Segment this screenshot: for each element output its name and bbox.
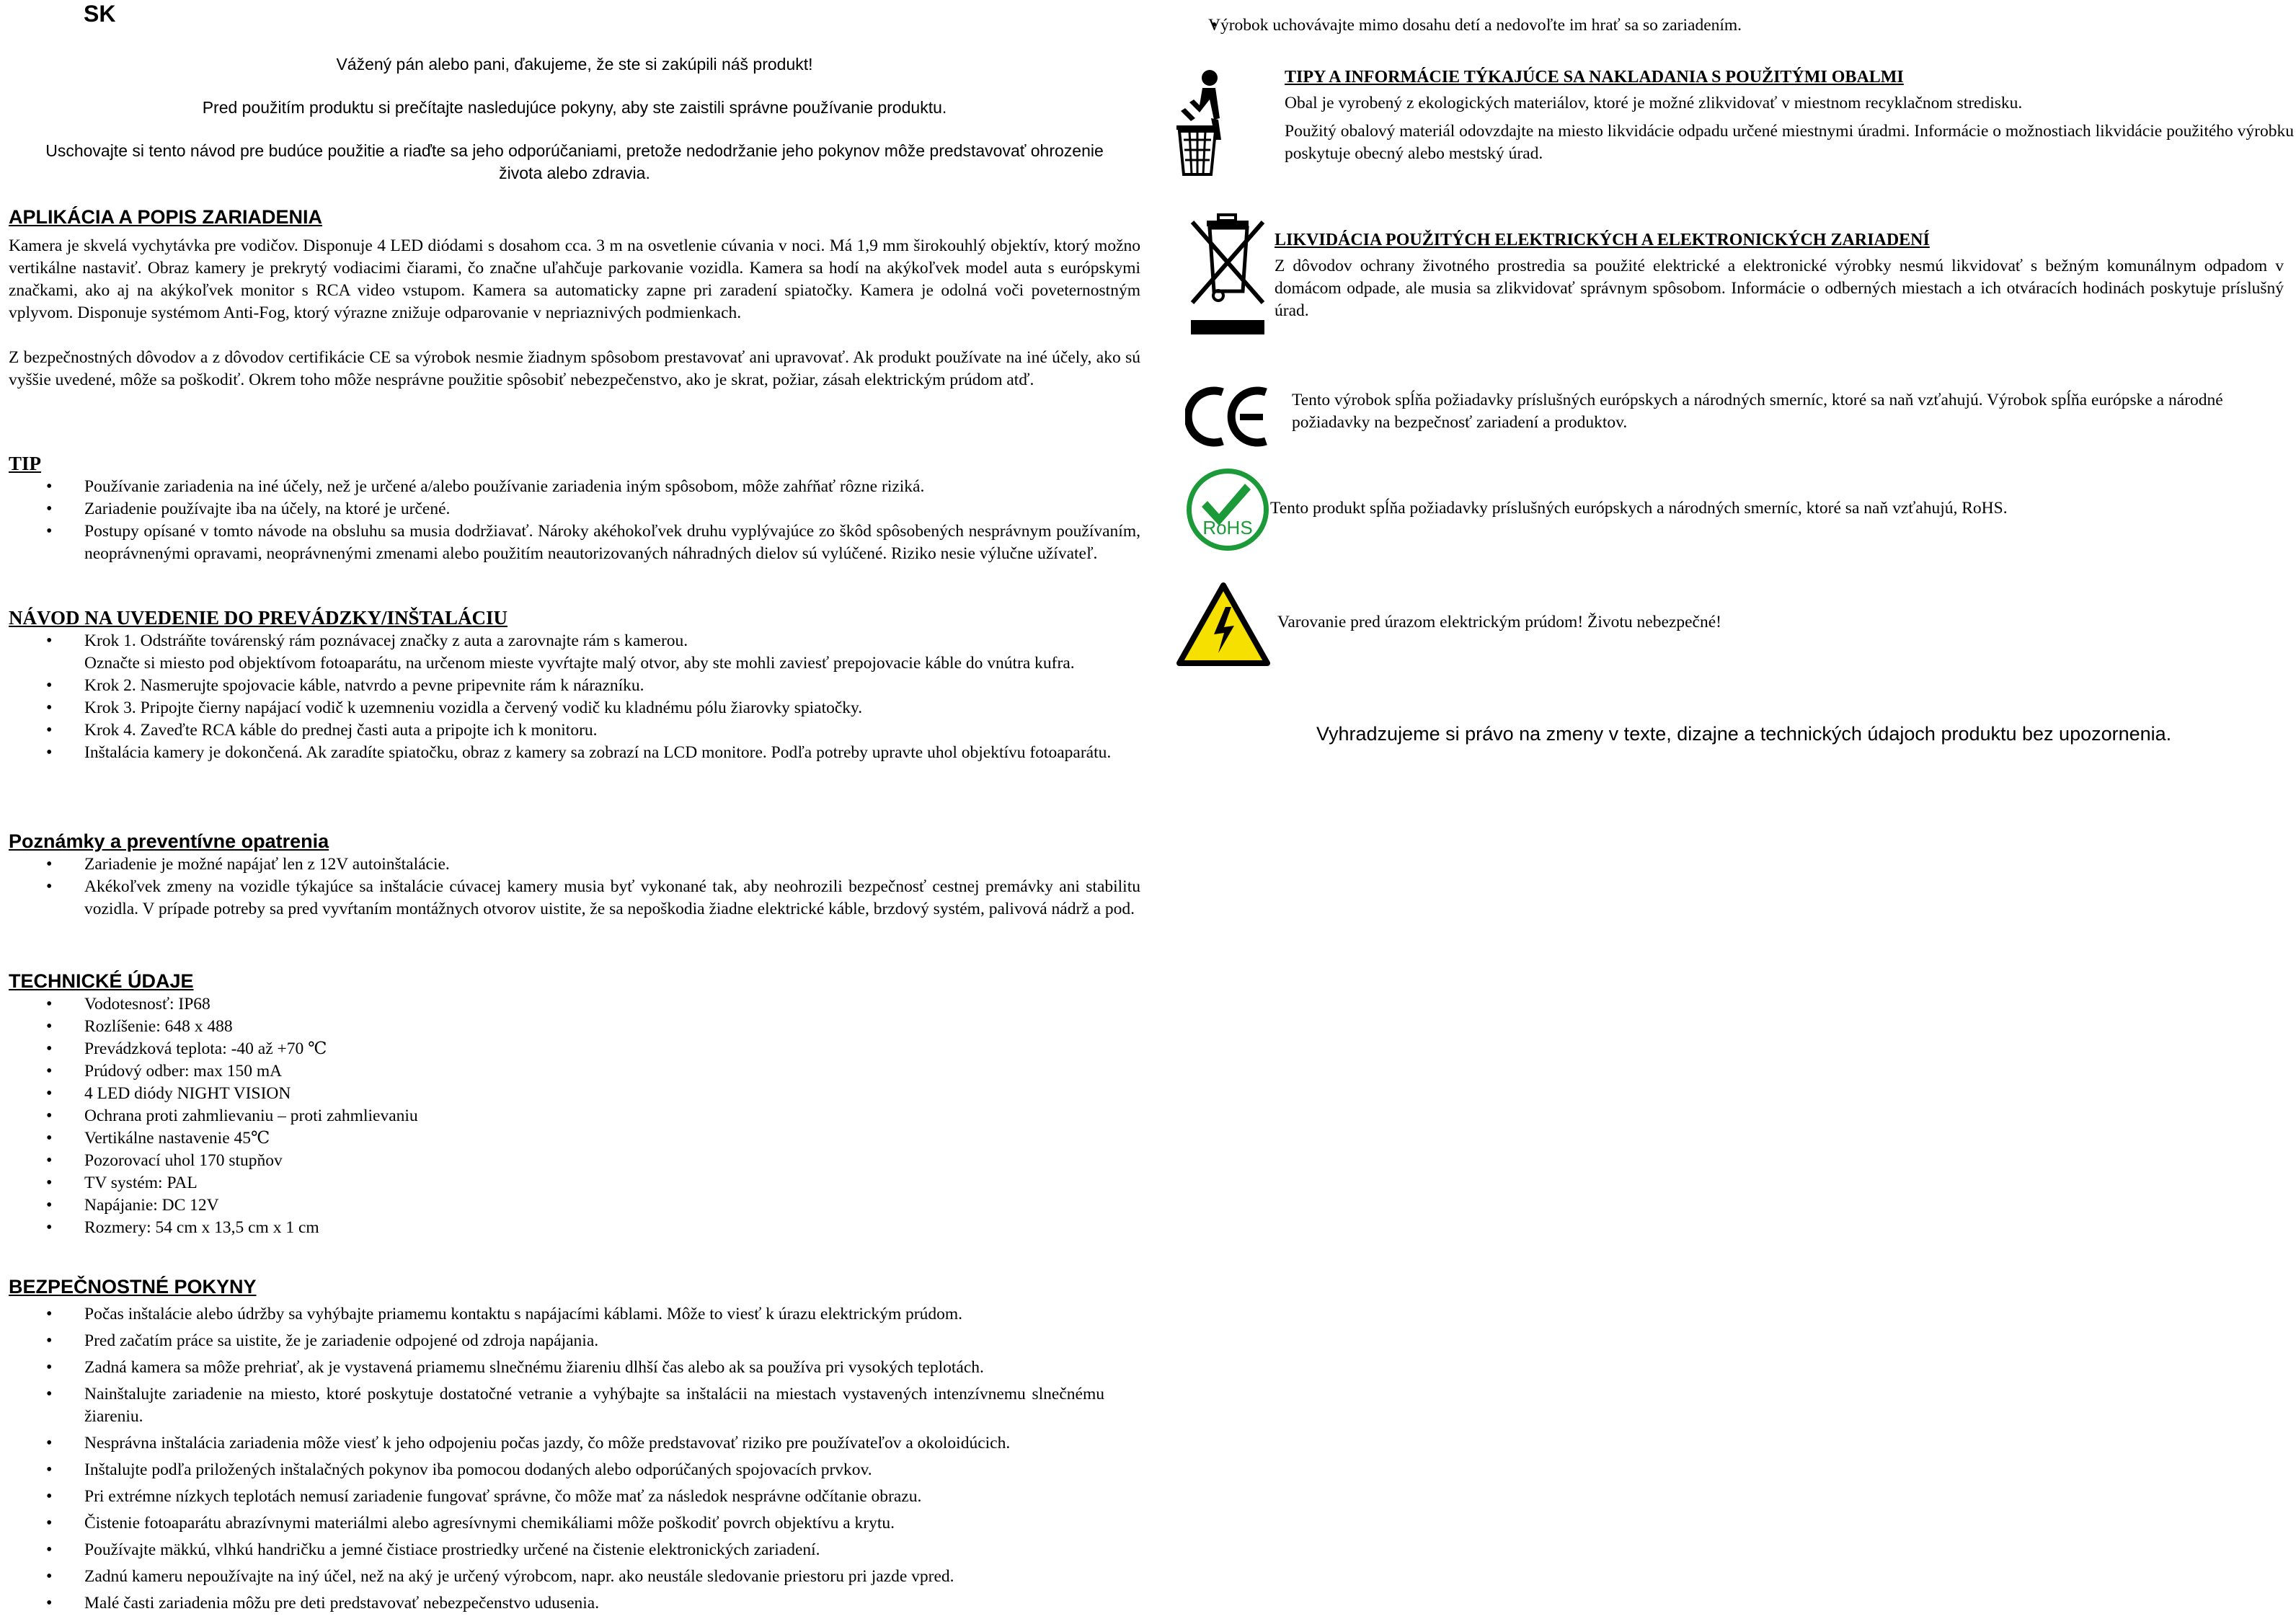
- install-list: [9, 630, 1140, 675]
- list-item: • Vodotesnosť: IP68: [9, 993, 1140, 1016]
- list-item: • Krok 4. Zaveďte RCA káble do prednej časti auta a pripojte ich k monitoru.: [9, 719, 1140, 742]
- install-step-1: Krok 1. Odstráňte továrenský rám poznávacej značky z auta a zarovnajte rám s kamerou.: [84, 631, 688, 650]
- reservation-note: Vyhradzujeme si právo na zmeny v texte, dizajne a technických údajoch produktu bez upozornenia.: [1316, 723, 2172, 745]
- list-item: • 4 LED diódy NIGHT VISION: [9, 1083, 1140, 1105]
- list-item: • Postupy opísané v tomto návode na obsluhu sa musia dodržiavať. Nároky akéhokoľvek druhu vyplývajúce zo škôd spôsobených nesprávnym používaním, neoprávnenými opravami, neoprávnenými zmenami alebo použitím neautorizovaných náhradných dielov sú vylúčené. Riziko nesie výlučne užívateľ.: [9, 520, 1140, 565]
- list-item: • Čistenie fotoaparátu abrazívnymi materiálmi alebo agresívnymi chemikáliami môže poškodiť povrch objektívu a krytu.: [9, 1512, 1104, 1535]
- list-item: • Nesprávna inštalácia zariadenia môže viesť k jeho odpojeniu počas jazdy, čo môže predstavovať riziko pre používateľov a okoloidúcich.: [9, 1432, 1104, 1455]
- warning-statement: Varovanie pred úrazom elektrickým prúdom! Životu nebezpečné!: [1277, 613, 1721, 631]
- install-title: NÁVOD NA UVEDENIE DO PREVÁDZKY/INŠTALÁCIU: [9, 607, 508, 629]
- list-item: • Zadná kamera sa môže prehriať, ak je vystavená priamemu slnečnému žiareniu dlhší čas alebo ak sa používa pri vysokých teplotách.: [9, 1357, 1104, 1379]
- application-title: APLIKÁCIA A POPIS ZARIADENIA: [9, 206, 323, 228]
- list-item: • Inštalujte podľa priložených inštalačných pokynov iba pomocou dodaných alebo odporúčaných spojovacích prvkov.: [9, 1459, 1104, 1481]
- rohs-badge-text: RoHS: [1202, 517, 1253, 538]
- list-item: [1174, 14, 2284, 37]
- list-item: • Prevádzková teplota: -40 až +70 ℃: [9, 1038, 1140, 1060]
- notes-title: Poznámky a preventívne opatrenia: [9, 830, 329, 852]
- list-item: • Ochrana proti zahmlievaniu – proti zahmlievaniu: [9, 1105, 1140, 1127]
- install-step-1-note: Označte si miesto pod objektívom fotoaparátu, na určenom mieste vyvŕtajte malý otvor, aby ste mohli zaviesť prepojovacie káble do vnútra kufra.: [84, 654, 1075, 673]
- list-item: • Napájanie: DC 12V: [9, 1194, 1140, 1217]
- list-item: • Rozlíšenie: 648 x 488: [9, 1016, 1140, 1038]
- list-item: • Pozorovací uhol 170 stupňov: [9, 1150, 1140, 1172]
- install-section: [9, 606, 1140, 764]
- specs-section: [9, 969, 1140, 1239]
- intro-keep-manual: Uschovajte si tento návod pre budúce použitie a riaďte sa jeho odporúčaniami, pretože nedodržanie jeho pokynov môže predstavovať ohrozenie života alebo zdravia.: [45, 141, 1104, 182]
- list-item: • Zariadenie používajte iba na účely, na ktoré je určené.: [9, 498, 1140, 520]
- language-code: SK: [84, 1, 116, 27]
- list-item: • Zariadenie je možné napájať len z 12V autoinštalácie.: [9, 853, 1140, 876]
- list-item: • Prúdový odber: max 150 mA: [9, 1060, 1140, 1083]
- application-paragraph-1: Kamera je skvelá vychytávka pre vodičov. Disponuje 4 LED diódami s dosahom cca. 3 m na osvetlenie cúvania v noci. Má 1,9 mm širokouhlý objektív, ktorý možno vertikálne nastaviť. Obraz kamery je prekrytý vodiacimi čiarami, čo značne uľahčuje parkovanie vozidla. Kamera sa hodí na akýkoľvek model auta s európskymi značkami, ako aj na akýkoľvek monitor s RCA video vstupom. Kamera sa automaticky zapne pri zaradení spiatočky. Kamera je odolná voči poveternostným vplyvom. Disponuje systémom Anti-Fog, ktorý výrazne znižuje odparovanie v nepriaznivých podmienkach.: [9, 236, 1140, 322]
- install-list-rest: [9, 675, 1140, 764]
- list-item: • Krok 2. Nasmerujte spojovacie káble, natvrdo a pevne pripevnite rám k nárazníku.: [9, 675, 1140, 697]
- list-item: [9, 630, 1140, 675]
- application-paragraph-2: Z bezpečnostných dôvodov a z dôvodov certifikácie CE sa výrobok nesmie žiadnym spôsobom prestavovať ani upravovať. Ak produkt používate na iné účely, ako sú vyššie uvedené, môže sa poškodiť. Okrem toho môže nesprávne použitie spôsobiť nebezpečenstvo, ako je skrat, požiar, zásah elektrickým prúdom atď.: [9, 348, 1140, 389]
- list-item: • Používajte mäkkú, vlhkú handričku a jemné čistiace prostriedky určené na čistenie elektronických zariadení.: [9, 1539, 1104, 1561]
- packaging-title: TIPY A INFORMÁCIE TÝKAJÚCE SA NAKLADANIA S POUŽITÝMI OBALMI: [1285, 68, 1904, 87]
- list-item: • Pred začatím práce sa uistite, že je zariadenie odpojené od zdroja napájania.: [9, 1330, 1104, 1352]
- safety-title: BEZPEČNOSTNÉ POKYNY: [9, 1276, 257, 1298]
- list-item: • Akékoľvek zmeny na vozidle týkajúce sa inštalácie cúvacej kamery musia byť vykonané tak, aby neohrozili bezpečnosť cestnej premávky ani stabilitu vozidla. V prípade potreby sa pred vyvŕtaním montážnych otvorov uistite, že sa nepoškodia žiadne elektrické káble, brzdový systém, palivová nádrž a pod.: [9, 876, 1140, 921]
- application-section: [9, 205, 1140, 391]
- list-item: • Zadnú kameru nepoužívajte na iný účel, než na aký je určený výrobcom, napr. ako neustále sledovanie priestoru pri jazde vpred.: [9, 1566, 1104, 1588]
- safety-list: [9, 1303, 1104, 1615]
- kids-warning-text: Výrobok uchovávajte mimo dosahu detí a nedovoľte im hrať sa so zariadením.: [1208, 16, 1742, 35]
- safety-section: [9, 1274, 1140, 1619]
- list-item: • Nainštalujte zariadenie na miesto, ktoré poskytuje dostatočné vetranie a vyhýbajte sa inštalácii na miestach vystavených intenzívnemu slnečnému žiareniu.: [9, 1383, 1104, 1428]
- list-item: • TV systém: PAL: [9, 1172, 1140, 1194]
- tip-list: [9, 476, 1140, 565]
- notes-list: [9, 853, 1140, 921]
- tip-title: TIP: [9, 453, 42, 474]
- ce-mark-icon: [1185, 386, 1272, 447]
- intro-greeting: Vážený pán alebo pani, ďakujeme, že ste si zakúpili náš produkt!: [336, 55, 813, 74]
- weee-title: LIKVIDÁCIA POUŽITÝCH ELEKTRICKÝCH A ELEKTRONICKÝCH ZARIADENÍ: [1275, 231, 1930, 249]
- list-item: • Malé časti zariadenia môžu pre deti predstavovať nebezpečenstvo udusenia.: [9, 1592, 1104, 1615]
- notes-section: [9, 829, 1140, 921]
- ce-statement: Tento výrobok spĺňa požiadavky príslušných európskych a národných smerníc, ktoré sa naň vzťahujú. Výrobok spĺňa európske a národné požiadavky na bezpečnosť zariadení a produktov.: [1292, 391, 2223, 432]
- trash-person-icon: [1174, 68, 1231, 177]
- kids-warning: [1174, 14, 2284, 37]
- specs-list: [9, 993, 1140, 1239]
- crossed-bin-icon: [1187, 212, 1267, 336]
- list-item: • Rozmery: 54 cm x 13,5 cm x 1 cm: [9, 1217, 1140, 1239]
- list-item: • Pri extrémne nízkych teplotách nemusí zariadenie fungovať správne, čo môže mať za následok nesprávne odčítanie obrazu.: [9, 1486, 1104, 1508]
- weee-block: [1275, 228, 2284, 322]
- high-voltage-icon: [1175, 581, 1272, 669]
- intro-read-first: Pred použitím produktu si prečítajte nasledujúce pokyny, aby ste zaistili správne používanie produktu.: [202, 98, 947, 117]
- weee-paragraph: Z dôvodov ochrany životného prostredia sa použité elektrické a elektronické výrobky nesmú likvidovať s bežným komunálnym odpadom v domácom odpade, ale musia sa zlikvidovať správnym spôsobom. Informácie o odberných miestach a ich otváracích hodinách poskytuje príslušný úrad.: [1275, 257, 2284, 320]
- packaging-paragraph-1: Obal je vyrobený z ekologických materiálov, ktoré je možné zlikvidovať v miestnom recyklačnom stredisku.: [1285, 94, 2023, 112]
- list-item: • Počas inštalácie alebo údržby sa vyhýbajte priamemu kontaktu s napájacími káblami. Môže to viesť k úrazu elektrickým prúdom.: [9, 1303, 1104, 1326]
- list-item: • Inštalácia kamery je dokončená. Ak zaradíte spiatočku, obraz z kamery sa zobrazí na LCD monitore. Podľa potreby upravte uhol objektívu fotoaparátu.: [9, 742, 1140, 764]
- rohs-icon: [1187, 469, 1269, 551]
- packaging-paragraph-2: Použitý obalový materiál odovzdajte na miesto likvidácie odpadu určené miestnymi úradmi. Informácie o možnostiach likvidácie použitého výrobku poskytuje obecný alebo mestský úrad.: [1285, 122, 2294, 163]
- packaging-block: [1285, 65, 2294, 165]
- tip-section: [9, 451, 1140, 565]
- list-item: • Používanie zariadenia na iné účely, než je určené a/alebo používanie zariadenia iným spôsobom, môže zahŕňať rôzne riziká.: [9, 476, 1140, 498]
- list-item: • Krok 3. Pripojte čierny napájací vodič k uzemneniu vozidla a červený vodič ku kladnému pólu žiarovky spiatočky.: [9, 697, 1140, 719]
- specs-title: TECHNICKÉ ÚDAJE: [9, 970, 194, 992]
- rohs-statement: Tento produkt spĺňa požiadavky príslušných európskych a národných smerníc, ktoré sa naň vzťahujú, RoHS.: [1270, 499, 2008, 518]
- list-item: • Vertikálne nastavenie 45℃: [9, 1127, 1140, 1150]
